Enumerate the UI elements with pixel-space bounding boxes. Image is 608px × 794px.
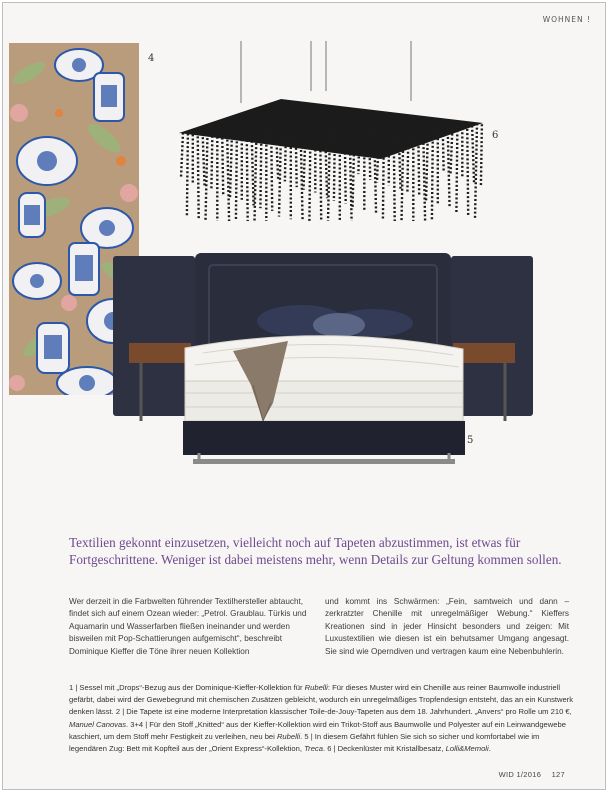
chandelier-number: 6 <box>492 130 499 141</box>
body-column-right: und kommt ins Schwärmen: „Fein, samtweich und dann – zerkratzter Chenille mit unregelmäßiger Webung.“ Kieffers Kreationen sind in jeder Hinsicht besonders und zeigen: Mit Luxustextilien wie diesen ist ein behutsamer Umgang angesagt. Sie sind wie Operndiven und vertragen kaum eine Nebenbuhlerin. <box>325 597 569 656</box>
caption-1-text-cont: : Für dieses Muster wird ein Chenille aus reiner Baumwolle industriell gefärbt, dabei wird der Gewebegrund mit chemischen Zusätzen gebleicht, wodurch ein unregelmäßiges Tropfendesign entsteht, das an ein Kunstwerk denken lässt. <box>69 683 574 717</box>
caption-2-text: 2 | Die Tapete ist eine moderne Interpretation klassischer Toile-de-Jouy-Tapeten aus dem 18. Jahrhundert. „Anvers“ pro Rolle um 210 €, <box>113 707 572 717</box>
caption-6-text: . 6 | Deckenlüster mit Kristallbesatz, <box>322 744 446 754</box>
caption-34-brand: Rubelli <box>276 731 301 741</box>
page-number: 127 <box>551 770 565 779</box>
caption-6-brand: Lolli&Memoli <box>445 744 489 754</box>
caption-6-end: . <box>488 744 491 754</box>
bed-number: 5 <box>467 435 474 446</box>
caption-34-text: . 3+4 | Für den Stoff „Knitted“ aus der Kieffer-Kollektion wird ein Trikot-Stoff aus Baumwolle und Polyester auf ein Leinwandgewebe kaschiert, um dem Stoff mehr Festigkeit zu verleihen, neu bei <box>69 719 566 741</box>
caption-2-brand: Manuel Canovas <box>69 719 126 729</box>
body-column-left: Wer derzeit in die Farbwelten führender Textilhersteller abtaucht, findet sich auf einem Ozean wieder: „Petrol. Graublau. Türkis und Aquamarin und Wasserfarben fließen ineinander und werden bisweilen mit Pop-Schattierungen aufgemischt“, beschreibt Dominique Kieffer die Töne ihrer neuen Kollektion <box>69 597 307 656</box>
caption-1-brand: Rubelli <box>304 683 328 692</box>
magazine-page <box>2 2 606 790</box>
page-footer <box>491 770 565 779</box>
caption-5-text: . 5 | In diesem Gefährt fühlen Sie sich so sicher und komfortabel wie im legendären Zug: Bett mit Kopfteil aus der „Orient Express“-Kollektion, <box>69 731 540 754</box>
magazine-issue: WID 1/2016 <box>498 770 542 779</box>
image-captions <box>69 682 573 755</box>
wallpaper-number: 4 <box>148 53 155 64</box>
lead-paragraph: Textilien gekonnt einzusetzen, vielleicht noch auf Tapeten abzustimmen, ist etwas für Fortgeschrittene. Weniger ist dabei meistens mehr, wenn Details zur Geltung kommen sollen. <box>69 535 562 567</box>
caption-5-brand: Treca <box>304 744 323 754</box>
chandelier-image <box>171 41 491 226</box>
caption-1-text: 1 | Sessel mit „Drops“-Bezug aus der Dominique-Kieffer-Kollektion für <box>69 683 305 692</box>
section-label: WOHNEN ! <box>542 15 591 24</box>
